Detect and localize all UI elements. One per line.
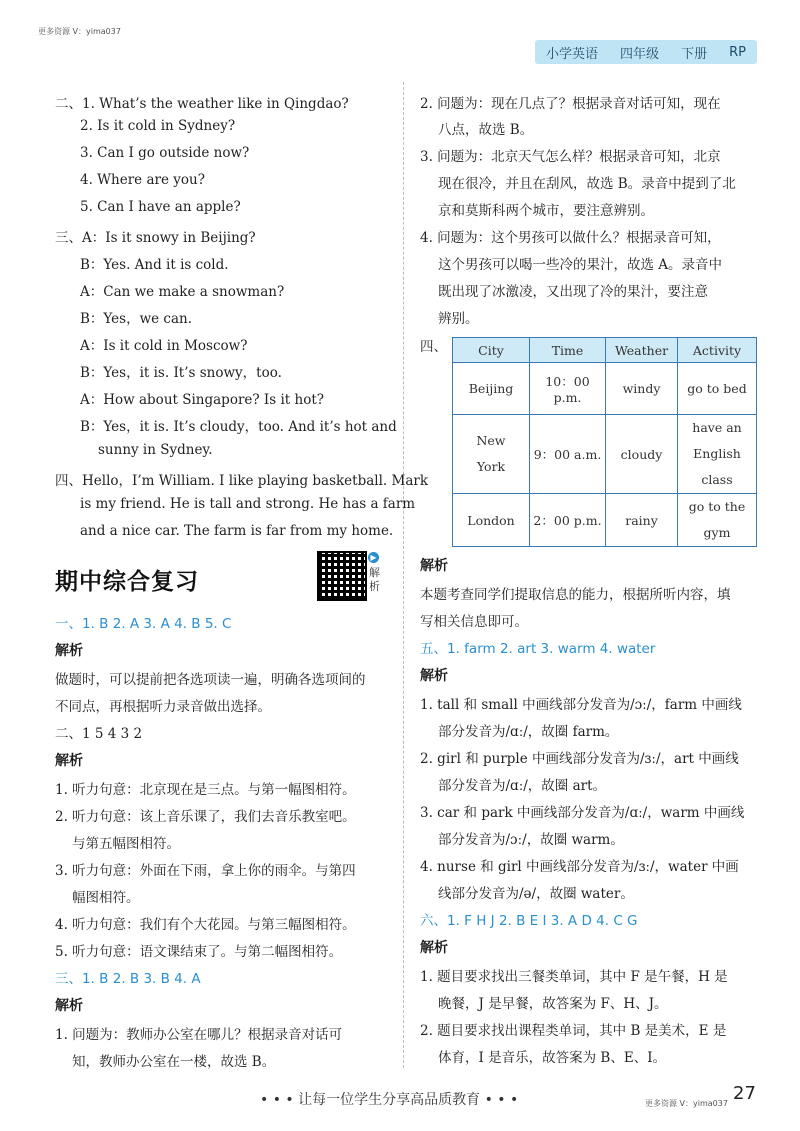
text-line: 2. Is it cold in Sydney? (80, 118, 236, 134)
analysis-heading: 解析 (420, 558, 448, 574)
text-line: 六、1. F H J 2. B E I 3. A D 4. C G (420, 913, 638, 929)
analysis-heading: 解析 (55, 643, 83, 659)
table-cell: 2：00 p.m. (530, 494, 606, 547)
table-header: Weather (606, 338, 678, 363)
text-line: 1. 听力句意：北京现在是三点。与第一幅图相符。 (55, 782, 356, 798)
text-line: 二、1 5 4 3 2 (55, 726, 143, 742)
text-line: 这个男孩可以喝一些冷的果汁，故选 A。录音中 (438, 257, 723, 273)
text-line: 既出现了冰激凌，又出现了冷的果汁，要注意 (438, 284, 708, 300)
text-line: 1. 问题为：教师办公室在哪儿？根据录音对话可 (55, 1027, 343, 1043)
text-line: 2. 听力句意：该上音乐课了，我们去音乐教室吧。 (55, 809, 356, 825)
table-header: Time (530, 338, 606, 363)
column-divider (403, 82, 404, 1068)
text-line: 5. 听力句意：语文课结束了。与第二幅图相符。 (55, 944, 343, 960)
table-cell: go to the gym (678, 494, 757, 547)
table-row (453, 415, 757, 494)
table-cell: New York (453, 415, 530, 494)
text-line: 本题考查同学们提取信息的能力，根据所听内容，填 (420, 587, 731, 603)
text-line: A：Is it cold in Moscow? (80, 338, 248, 354)
analysis-heading: 解析 (420, 940, 448, 956)
table-cell: rainy (606, 494, 678, 547)
text-line: 2. 问题为：现在几点了？根据录音对话可知，现在 (420, 96, 721, 112)
text-line: and a nice car. The farm is far from my home. (80, 523, 394, 539)
text-line: 辨别。 (438, 311, 479, 327)
text-line: B：Yes，we can. (80, 311, 193, 327)
text-line: 4. 听力句意：我们有个大花园。与第三幅图相符。 (55, 917, 356, 933)
text-line: 现在很冷，并且在刮风，故选 B。录音中提到了北 (438, 176, 736, 192)
footer-slogan: • • • 让每一位学生分享高品质教育 • • • (260, 1092, 519, 1108)
text-line: 四、Hello，I’m William. I like playing basketball. Mark (55, 473, 429, 489)
watermark-top: 更多资源 V：yima037 (38, 27, 121, 36)
text-line: 五、1. farm 2. art 3. warm 4. water (420, 641, 656, 657)
text-line: 部分发音为/ɑː/，故圈 art。 (438, 778, 607, 794)
text-line: 晚餐，J 是早餐，故答案为 F、H、J。 (438, 996, 668, 1012)
text-line: sunny in Sydney. (98, 442, 213, 458)
table-header: City (453, 338, 530, 363)
table-row (453, 363, 757, 415)
text-line: 体育，I 是音乐，故答案为 B、E、I。 (438, 1050, 667, 1066)
table-cell: 9：00 a.m. (530, 415, 606, 494)
weather-table (452, 337, 757, 547)
table-cell: 10：00 p.m. (530, 363, 606, 415)
text-line: 三、A：Is it snowy in Beijing? (55, 230, 256, 246)
text-line: 四、 (420, 339, 447, 355)
text-line: 2. 题目要求找出课程类单词，其中 B 是美术，E 是 (420, 1023, 727, 1039)
badge-grade: 四年级 (620, 46, 660, 62)
qr-code-icon[interactable] (317, 551, 367, 601)
table-header: Activity (678, 338, 757, 363)
text-line: 做题时，可以提前把各选项读一遍，明确各选项间的 (55, 672, 366, 688)
badge-volume: 下册 (681, 46, 708, 62)
analysis-heading: 解析 (55, 753, 83, 769)
text-line: 部分发音为/ɑː/，故圈 farm。 (438, 724, 619, 740)
text-line: 知，教师办公室在一楼，故选 B。 (72, 1054, 276, 1070)
table-cell: cloudy (606, 415, 678, 494)
text-line: 幅图相符。 (72, 890, 140, 906)
section-title: 期中综合复习 (55, 569, 199, 595)
table-cell: London (453, 494, 530, 547)
text-line: B：Yes，it is. It’s cloudy，too. And it’s hot and (80, 419, 397, 435)
text-line: 1. tall 和 small 中画线部分发音为/ɔː/，farm 中画线 (420, 697, 742, 713)
text-line: 三、1. B 2. B 3. B 4. A (55, 971, 201, 987)
text-line: 4. 问题为：这个男孩可以做什么？根据录音可知， (420, 230, 721, 246)
text-line: 3. car 和 park 中画线部分发音为/ɑː/，warm 中画线 (420, 805, 745, 821)
text-line: 线部分发音为/ə/，故圈 water。 (438, 886, 634, 902)
text-line: B：Yes. And it is cold. (80, 257, 229, 273)
text-line: 2. girl 和 purple 中画线部分发音为/ɜː/，art 中画线 (420, 751, 739, 767)
text-line: 5. Can I have an apple? (80, 199, 241, 215)
text-line: 不同点，再根据听力录音做出选择。 (55, 699, 271, 715)
text-line: 3. Can I go outside now? (80, 145, 250, 161)
text-line: B：Yes，it is. It’s snowy，too. (80, 365, 282, 381)
text-line: 3. 听力句意：外面在下雨，拿上你的雨伞。与第四 (55, 863, 356, 879)
analysis-heading: 解析 (420, 668, 448, 684)
table-cell: go to bed (678, 363, 757, 415)
analysis-heading: 解析 (55, 998, 83, 1014)
text-line: is my friend. He is tall and strong. He has a farm (80, 496, 416, 512)
text-line: A：Can we make a snowman? (80, 284, 285, 300)
badge-edition: RP (729, 44, 746, 60)
text-line: 写相关信息即可。 (420, 614, 528, 630)
table-cell: have an English class (678, 415, 757, 494)
text-line: 4. nurse 和 girl 中画线部分发音为/ɜː/，water 中画 (420, 859, 739, 875)
table-cell: windy (606, 363, 678, 415)
page-number: 27 (733, 1083, 756, 1104)
text-line: 1. 题目要求找出三餐类单词，其中 F 是午餐，H 是 (420, 969, 728, 985)
text-line: A：How about Singapore? Is it hot? (80, 392, 324, 408)
table-row (453, 494, 757, 547)
table-cell: Beijing (453, 363, 530, 415)
text-line: 4. Where are you? (80, 172, 205, 188)
text-line: 京和莫斯科两个城市，要注意辨别。 (438, 203, 654, 219)
text-line: 部分发音为/ɔː/，故圈 warm。 (438, 832, 624, 848)
text-line: 3. 问题为：北京天气怎么样？根据录音可知，北京 (420, 149, 721, 165)
book-badge (535, 40, 757, 64)
watermark-bottom: 更多资源 V：yima037 (645, 1099, 728, 1108)
badge-subject: 小学英语 (546, 46, 599, 62)
qr-label: 解析 (369, 566, 380, 593)
text-line: 八点，故选 B。 (438, 122, 534, 138)
text-line: 二、1. What’s the weather like in Qingdao? (55, 96, 349, 112)
table-header-row (453, 338, 757, 363)
text-line: 与第五幅图相符。 (72, 836, 180, 852)
text-line: 一、1. B 2. A 3. A 4. B 5. C (55, 616, 232, 632)
play-icon[interactable]: ▶ (368, 552, 379, 563)
